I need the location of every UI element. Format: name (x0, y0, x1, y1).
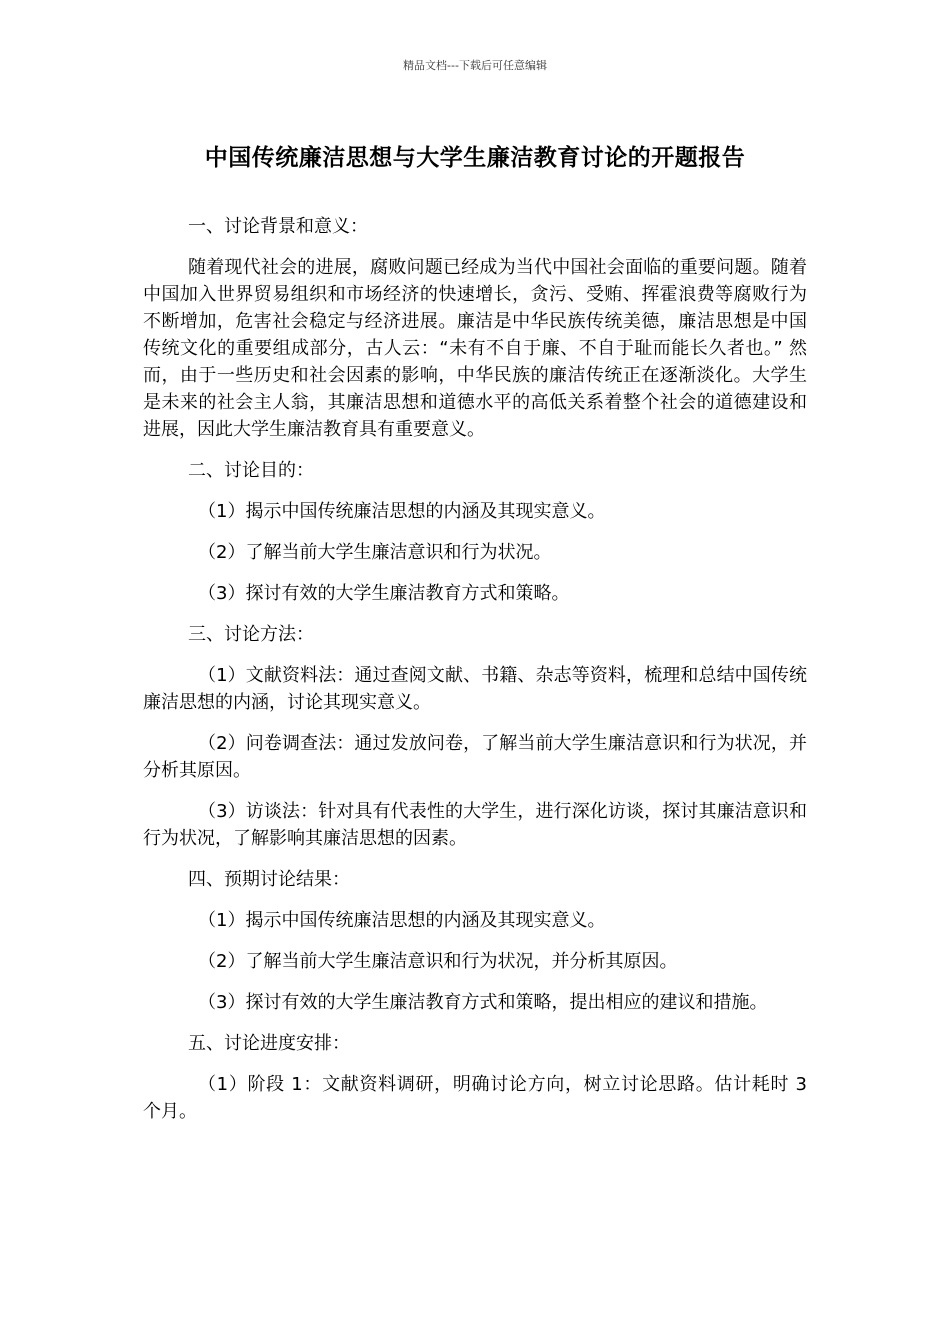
purpose-item: （3）探讨有效的大学生廉洁教育方式和策略。 (198, 583, 570, 604)
method-item: （3）访谈法：针对具有代表性的大学生，进行深化访谈，探讨其廉洁意识和行为状况，了解影响其廉洁思想的因素。 (143, 801, 807, 849)
section-heading-purpose: 二、讨论目的： (188, 460, 314, 481)
result-item: （1）揭示中国传统廉洁思想的内涵及其现实意义。 (198, 910, 606, 931)
document-title: 中国传统廉洁思想与大学生廉洁教育讨论的开题报告 (204, 145, 746, 171)
result-item: （2）了解当前大学生廉洁意识和行为状况，并分析其原因。 (198, 951, 678, 972)
method-item: （1）文献资料法：通过查阅文献、书籍、杂志等资料，梳理和总结中国传统廉洁思想的内涵，讨论其现实意义。 (143, 665, 807, 713)
purpose-item: （2）了解当前大学生廉洁意识和行为状况。 (198, 542, 552, 563)
page-header: 精品文档---下载后可任意编辑 (403, 59, 547, 72)
method-item: （2）问卷调查法：通过发放问卷，了解当前大学生廉洁意识和行为状况，并分析其原因。 (143, 733, 807, 781)
schedule-item: （1）阶段 1：文献资料调研，明确讨论方向，树立讨论思路。估计耗时 3 个月。 (143, 1074, 807, 1122)
section-heading-expected-results: 四、预期讨论结果： (188, 869, 350, 890)
section-heading-methods: 三、讨论方法： (188, 624, 314, 645)
result-item: （3）探讨有效的大学生廉洁教育方式和策略，提出相应的建议和措施。 (198, 992, 768, 1013)
section-heading-schedule: 五、讨论进度安排： (188, 1033, 350, 1054)
section-heading-background: 一、讨论背景和意义： (188, 216, 368, 237)
background-paragraph: 随着现代社会的进展，腐败问题已经成为当代中国社会面临的重要问题。随着中国加入世界贸易组织和市场经济的快速增长，贪污、受贿、挥霍浪费等腐败行为不断增加，危害社会稳定与经济进展。廉洁是中华民族传统美德，廉洁思想是中国传统文化的重要组成部分，古人云：“未有不自于廉、不自于耻而能长久者也。” 然而，由于一些历史和社会因素的影响，中华民族的廉洁传统正在逐渐淡化。大学生是未来的社会主人翁，其廉洁思想和道德水平的高低关系着整个社会的道德建设和进展，因此大学生廉洁教育具有重要意义。 (143, 257, 807, 440)
purpose-item: （1）揭示中国传统廉洁思想的内涵及其现实意义。 (198, 501, 606, 522)
document-body (143, 213, 807, 1139)
